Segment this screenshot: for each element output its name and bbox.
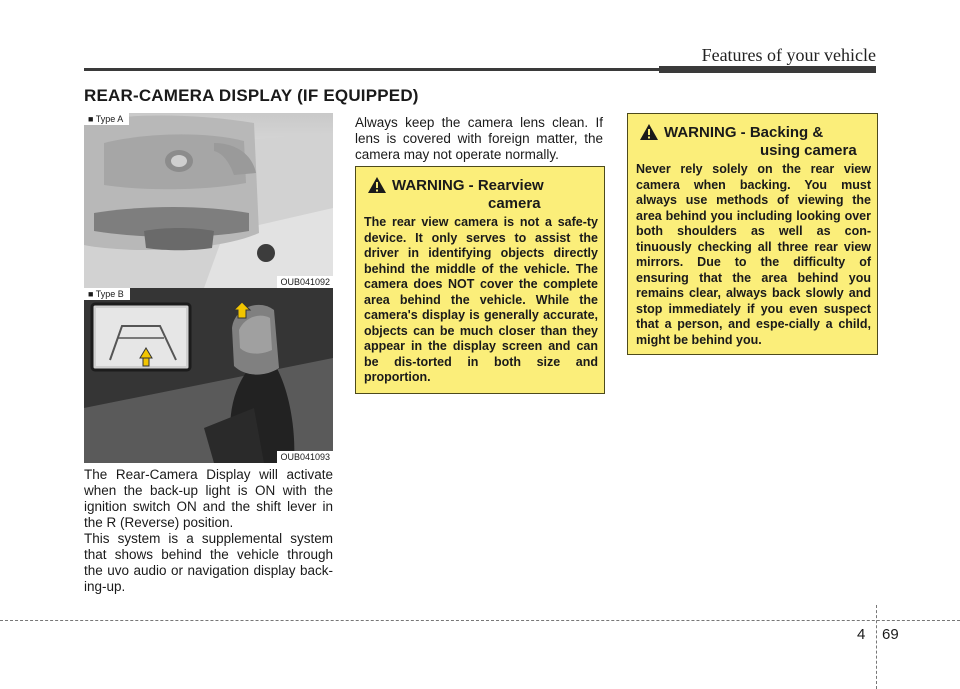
shift-lever-illustration — [84, 288, 333, 463]
warning-body: Never rely solely on the rear view camera when backing. You must always use methods of viewing the area behind you including looking over both shoulders as well as con-tinuously checking all three rear view mirrors. Due to the difficulty of ensuring that the area behind you remains clear, always back slowly and stop immediately if you even suspect that a person, and espe-cially a child, might be behind you. — [636, 162, 871, 347]
footer-rule — [0, 620, 960, 621]
chapter-number: 4 — [857, 626, 866, 643]
header-bar — [659, 66, 876, 73]
warning-title-line2: using camera — [760, 142, 857, 159]
warning-triangle-icon — [368, 177, 386, 193]
figure-type-label: ■ Type A — [84, 113, 129, 125]
footer-divider — [876, 605, 877, 689]
figure-code: OUB041092 — [277, 276, 333, 288]
warning-label: WARNING — [664, 124, 737, 141]
paragraph-activation: The Rear-Camera Display will activate when the back-up light is ON with the ignition switch ON and the shift lever in the R (Reverse) position. — [84, 467, 333, 530]
figure-type-a — [84, 113, 333, 288]
figure-type-label: ■ Type B — [84, 288, 130, 300]
paragraph-lens-clean: Always keep the camera lens clean. If lens is covered with foreign matter, the camera may not operate normally. — [355, 115, 603, 162]
rear-car-illustration — [84, 113, 333, 288]
warning-title-line2: camera — [488, 195, 541, 212]
figure-code: OUB041093 — [277, 451, 333, 463]
figure-type-b — [84, 288, 333, 463]
running-header: Features of your vehicle — [701, 45, 876, 65]
page-number: 69 — [882, 626, 899, 643]
paragraph-supplemental: This system is a supplemental system that shows behind the vehicle through the uvo audio or navigation display back-ing-up. — [84, 531, 333, 594]
warning-title-line1: - Rearview — [468, 177, 544, 194]
warning-box-rearview-camera — [355, 166, 605, 394]
warning-body: The rear view camera is not a safe-ty device. It only serves to assist the driver in identifying objects directly behind the middle of the vehicle. The camera does NOT cover the complete area behind the vehicle. While the camera's display is generally accurate, objects can be much closer than they appear in the display screen and can be dis-torted in both size and proportion. — [364, 215, 598, 384]
section-title: REAR-CAMERA DISPLAY (IF EQUIPPED) — [84, 86, 419, 105]
warning-triangle-icon — [640, 124, 658, 140]
warning-title-line1: - Backing & — [740, 124, 824, 141]
warning-box-backing-camera — [627, 113, 878, 355]
warning-label: WARNING — [392, 177, 465, 194]
